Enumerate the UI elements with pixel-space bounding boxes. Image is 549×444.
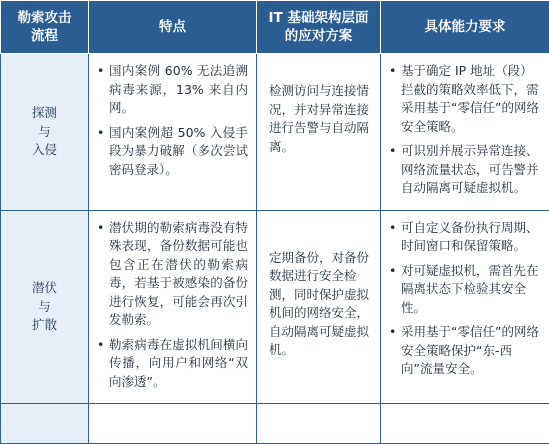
features-cell [89,54,257,211]
solution-cell [257,404,381,444]
list-item: • 基于确定 IP 地址（段）拦截的策略效率低下，需采用基于“零信任”的网络安全策略。 [389,62,541,136]
table-row [1,210,549,404]
requirements-cell [381,404,549,444]
table-header-row [1,1,549,54]
stage-cell: 潜伏 与 扩散 [1,210,89,404]
stage-cell [1,404,89,444]
list-item: • 国内案例超 50% 入侵手段为暴力破解（多次尝试密码登录）。 [97,124,248,180]
list-item: • 可自定义备份执行周期、时间窗口和保留策略。 [389,219,541,256]
solution-cell: 检测访问与连接情况，并对异常连接进行告警与自动隔离。 [257,54,381,211]
table-row [1,54,549,211]
header-solution: IT 基础架构层面的应对方案 [257,1,381,54]
list-item: • 采用基于“零信任”的网络安全策略保护“东-西向”流量安全。 [389,323,541,379]
header-stage: 勒索攻击流程 [1,1,89,54]
requirements-cell [381,54,549,211]
features-cell [89,210,257,404]
header-requirements: 具体能力要求 [381,1,549,54]
stage-cell: 探测 与 入侵 [1,54,89,211]
header-features: 特点 [89,1,257,54]
table-row-partial [1,404,549,444]
list-item: • 勒索病毒在虚拟机间横向传播，向用户和网络“双向渗透”。 [97,336,248,392]
list-item: • 可识别并展示异常连接、网络流量状态，可告警并自动隔离可疑虚拟机。 [389,142,541,198]
list-item: • 国内案例 60% 无法追溯病毒来源，13% 来自内网。 [97,62,248,118]
features-cell [89,404,257,444]
requirements-cell [381,210,549,404]
solution-cell: 定期备份，对备份数据进行安全检测，同时保护虚拟机间的网络安全，自动隔离可疑虚拟机。 [257,210,381,404]
list-item: • 潜伏期的勒索病毒没有特殊表现，备份数据可能也包含正在潜伏的勒索病毒，若基于被感染的备份进行恢复，可能会再次引发勒索。 [97,219,248,330]
list-item: • 对可疑虚拟机，需首先在隔离状态下检验其安全性。 [389,262,541,318]
